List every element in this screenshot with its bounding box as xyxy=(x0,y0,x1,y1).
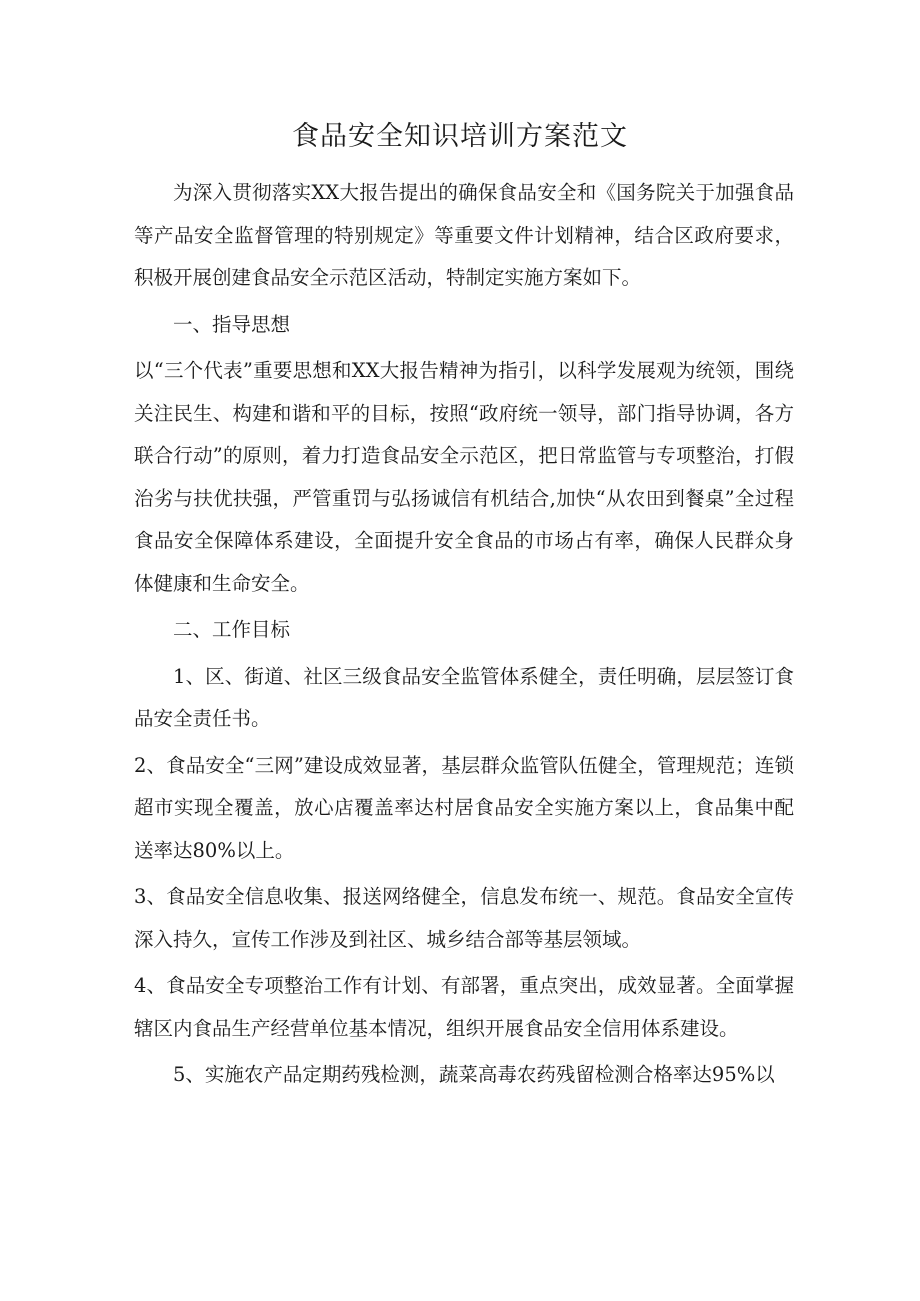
document-body xyxy=(134,172,794,1101)
goal-item-3: 3、食品安全信息收集、报送网络健全，信息发布统一、规范。食品安全宣传深入持久，宣传工作涉及到社区、城乡结合部等基层领域。 xyxy=(134,885,794,951)
document-title: 食品安全知识培训方案范文 xyxy=(292,121,628,152)
heading-guiding-ideology: 一、指导思想 xyxy=(173,312,291,336)
paragraph-intro: 为深入贯彻落实XX大报告提出的确保食品安全和《国务院关于加强食品等产品安全监督管理的特别规定》等重要文件计划精神，结合区政府要求，积极开展创建食品安全示范区活动，特制定实施方案如下。 xyxy=(134,181,794,289)
goal-item-5: 5、实施农产品定期药残检测，蔬菜高毒农药残留检测合格率达95%以 xyxy=(173,1063,775,1086)
goal-item-2: 2、食品安全“三网”建设成效显著，基层群众监管队伍健全，管理规范；连锁超市实现全覆盖，放心店覆盖率达村居食品安全实施方案以上，食品集中配送率达80%以上。 xyxy=(134,753,794,862)
goal-item-1: 1、区、街道、社区三级食品安全监管体系健全，责任明确，层层签订食品安全责任书。 xyxy=(134,664,794,730)
heading-work-goals: 二、工作目标 xyxy=(173,618,291,641)
paragraph-guiding-ideology: 以“三个代表”重要思想和XX大报告精神为指引，以科学发展观为统领，围绕关注民生、构建和谐和平的目标，按照“政府统一领导，部门指导协调，各方联合行动”的原则，着力打造食品安全示范区，把日常监管与专项整治，打假治劣与扶优扶强，严管重罚与弘扬诚信有机结合,加快“从农田到餐桌”全过程食品安全保障体系建设，全面提升安全食品的市场占有率，确保人民群众身体健康和生命安全。 xyxy=(134,359,794,595)
goal-item-4: 4、食品安全专项整治工作有计划、有部署，重点突出，成效显著。全面掌握辖区内食品生产经营单位基本情况，组织开展食品安全信用体系建设。 xyxy=(134,974,794,1040)
